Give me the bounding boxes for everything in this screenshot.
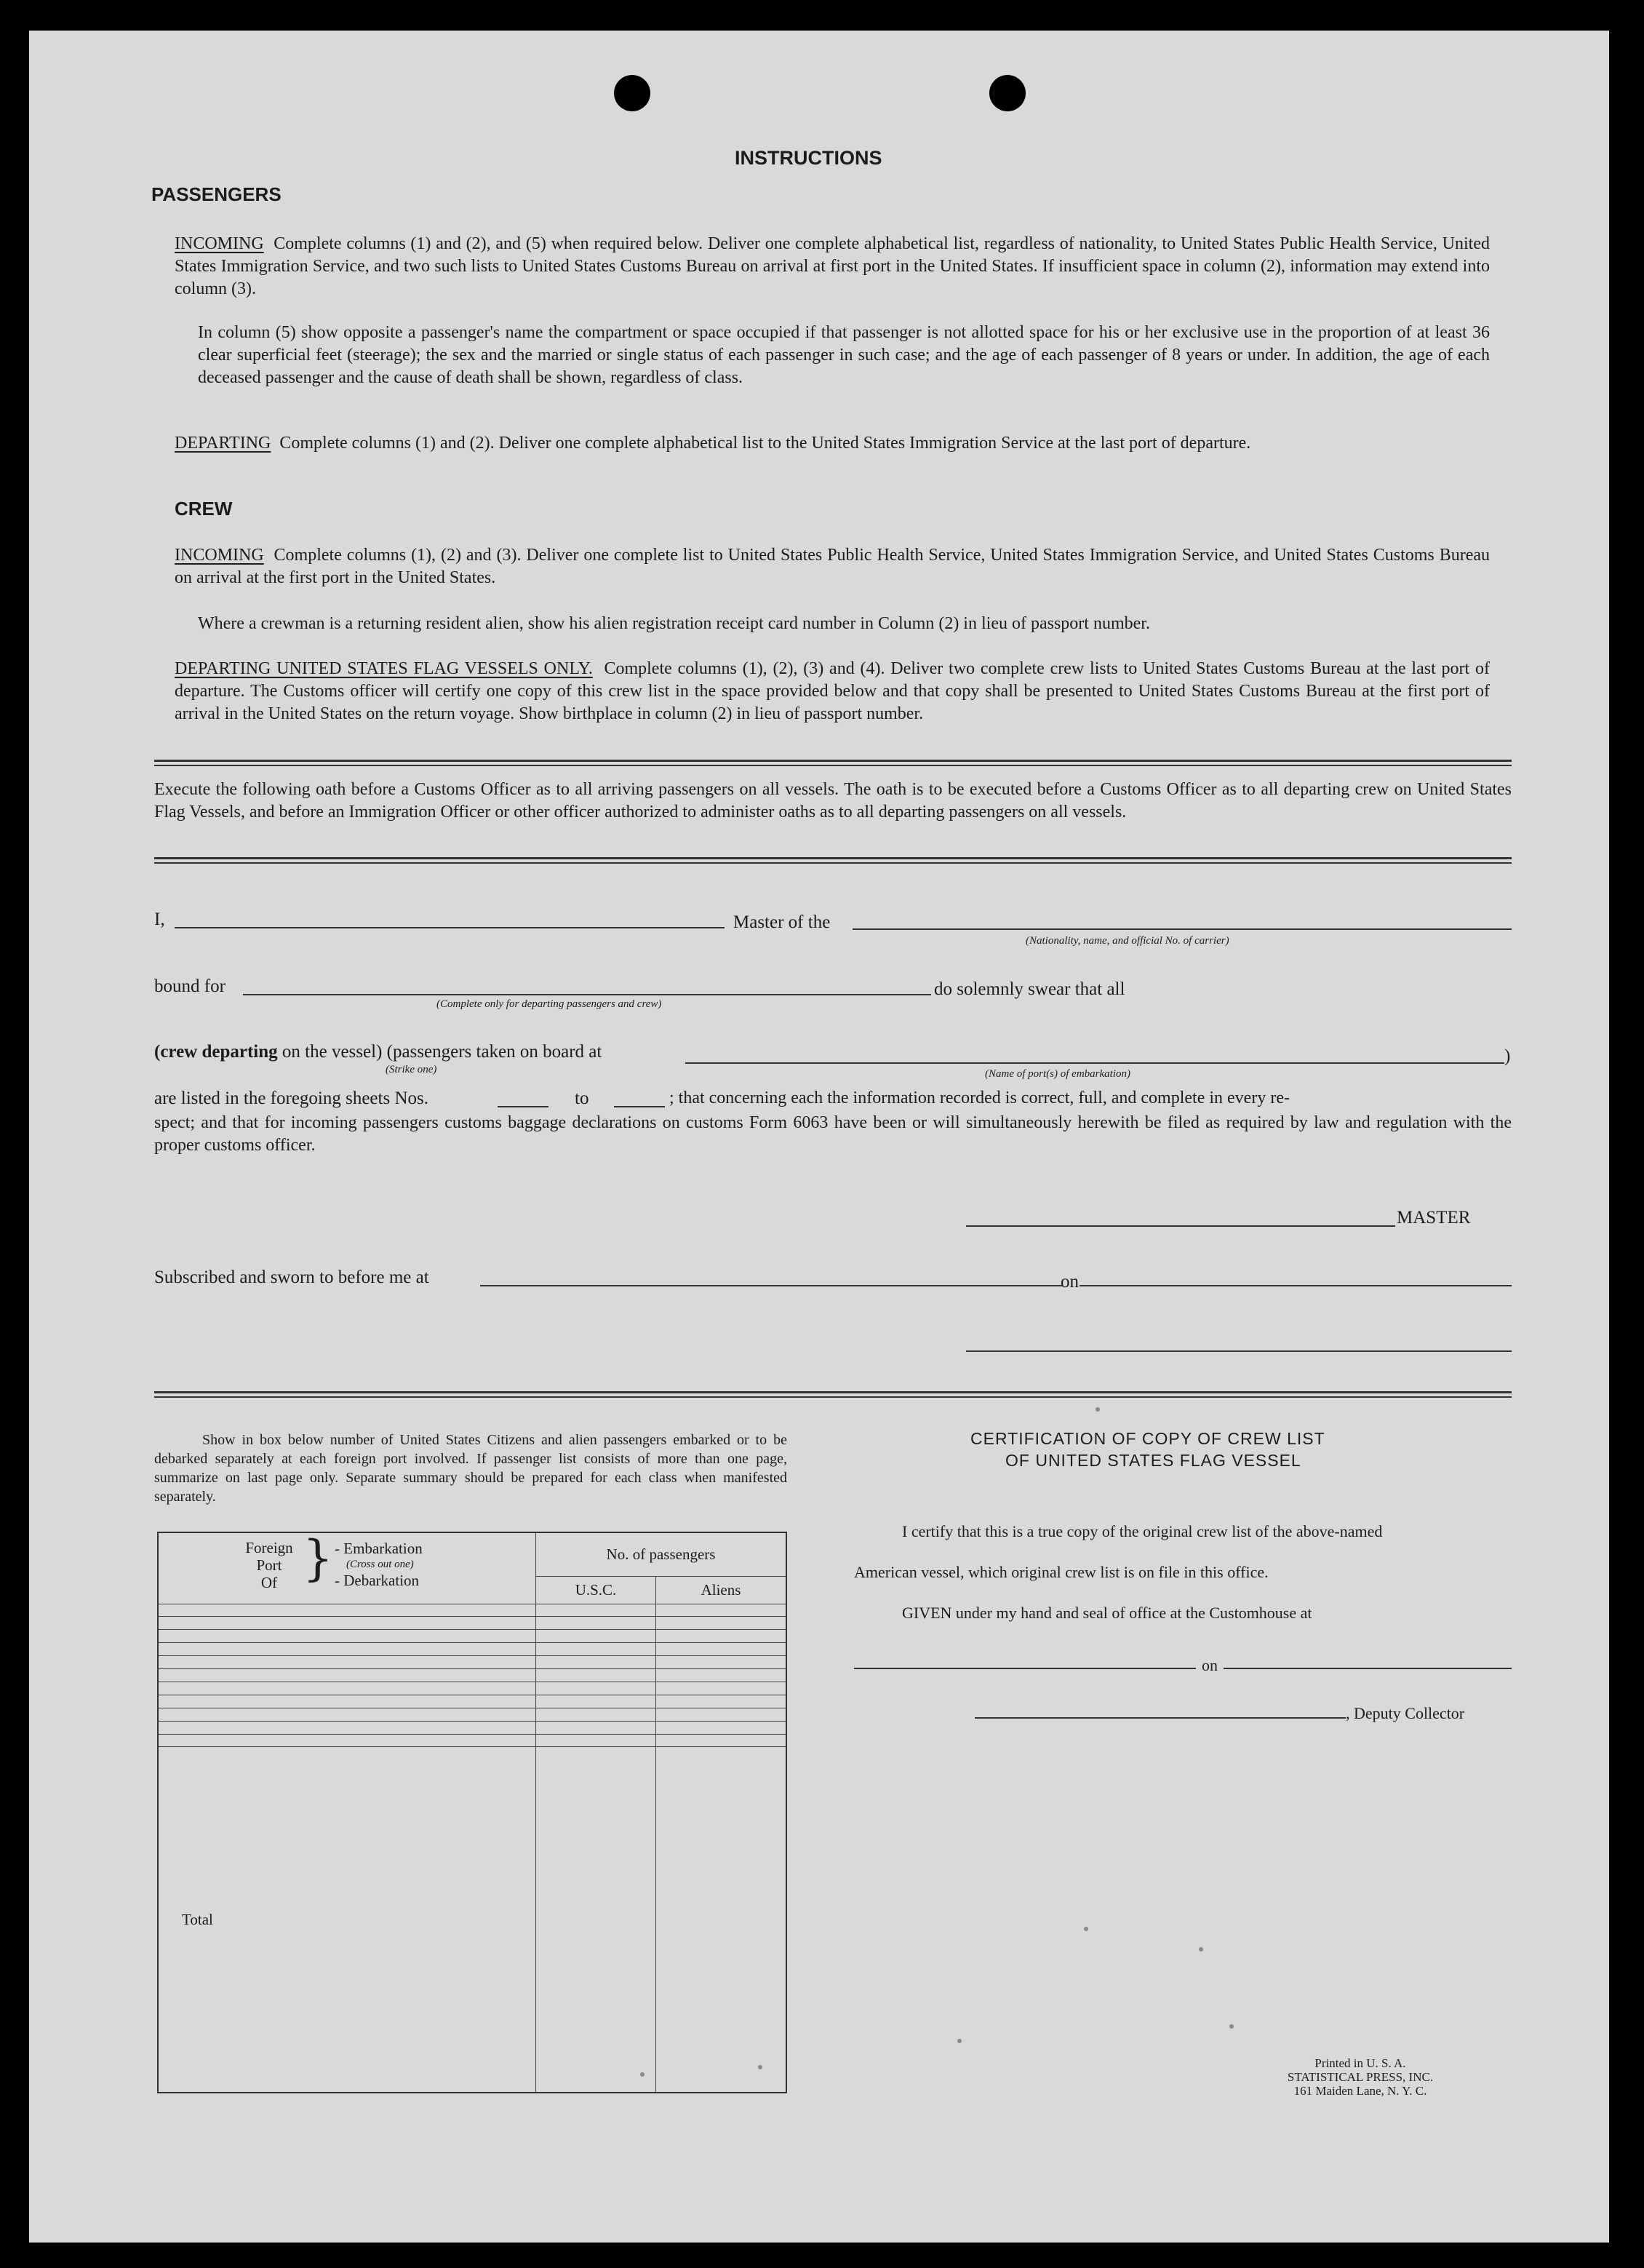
crew-incoming-text: Complete columns (1), (2) and (3). Deliver one complete list to United States Public Health Service, United States Immigration Service, and United States Customs Bureau on arrival at the first port in the United States. bbox=[175, 546, 1490, 587]
printed-in-line: Printed in U. S. A. bbox=[1314, 2056, 1406, 2070]
scan-speck bbox=[758, 2065, 762, 2069]
cert-on-label: on bbox=[1202, 1656, 1218, 1674]
sheets-statement-a: ; that concerning each the information recorded is correct, full, and complete in every re- bbox=[669, 1089, 1290, 1107]
divider-3 bbox=[154, 1391, 1512, 1398]
scan-speck bbox=[1096, 1407, 1100, 1412]
aliens-cell[interactable] bbox=[656, 1734, 787, 1747]
usc-cell[interactable] bbox=[536, 1734, 656, 1747]
crew-incoming-paragraph bbox=[175, 544, 1490, 589]
port-cell[interactable] bbox=[158, 1669, 536, 1682]
total-usc-cell[interactable] bbox=[536, 1747, 656, 2093]
cert-date-field[interactable] bbox=[1224, 1668, 1512, 1669]
master-signature-field[interactable] bbox=[966, 1225, 1395, 1227]
port-cell[interactable] bbox=[158, 1630, 536, 1643]
table-row[interactable] bbox=[158, 1721, 786, 1734]
subscribed-on-label: on bbox=[1061, 1272, 1079, 1292]
usc-cell[interactable] bbox=[536, 1708, 656, 1721]
on-vessel-text: on the vessel) bbox=[282, 1042, 383, 1062]
carrier-note: (Nationality, name, and official No. of carrier) bbox=[1026, 935, 1229, 947]
total-aliens-cell[interactable] bbox=[656, 1747, 787, 2093]
usc-header: U.S.C. bbox=[536, 1576, 656, 1604]
scan-speck bbox=[640, 2072, 645, 2077]
port-cell[interactable] bbox=[158, 1708, 536, 1721]
table-row[interactable] bbox=[158, 1708, 786, 1721]
summary-instructions: Show in box below number of United States Citizens and alien passengers embarked or to be debarked separately at each foreign port involved. If passenger list consists of more than one page, summarize on last page only. Separate summary should be prepared for each class when manifested separately. bbox=[154, 1432, 787, 1505]
embarkation-port-field[interactable] bbox=[685, 1062, 1504, 1064]
usc-cell[interactable] bbox=[536, 1643, 656, 1656]
passengers-departing-paragraph bbox=[175, 432, 1490, 455]
form-sheet bbox=[29, 31, 1609, 2243]
cert-title-2: OF UNITED STATES FLAG VESSEL bbox=[1005, 1451, 1301, 1470]
port-cell[interactable] bbox=[158, 1695, 536, 1708]
table-row[interactable] bbox=[158, 1604, 786, 1617]
cert-line-1: I certify that this is a true copy of the original crew list of the above-named bbox=[902, 1522, 1383, 1540]
table-row[interactable] bbox=[158, 1669, 786, 1682]
table-row[interactable] bbox=[158, 1643, 786, 1656]
embarkation-label: - Embarkation bbox=[335, 1540, 423, 1557]
aliens-cell[interactable] bbox=[656, 1669, 787, 1682]
strike-one-note: (Strike one) bbox=[386, 1064, 437, 1075]
crew-departing-label: DEPARTING UNITED STATES FLAG VESSELS ONLY. bbox=[175, 659, 593, 678]
table-row[interactable] bbox=[158, 1682, 786, 1695]
divider-2 bbox=[154, 857, 1512, 864]
aliens-cell[interactable] bbox=[656, 1617, 787, 1630]
close-paren: ) bbox=[1504, 1046, 1511, 1066]
cross-out-note: (Cross out one) bbox=[346, 1559, 414, 1570]
page-title: INSTRUCTIONS bbox=[735, 147, 882, 169]
crew-departing-text: Complete columns (1), (2), (3) and (4). Deliver two complete crew lists to United States Customs Bureau at the last port of departure. The Customs officer will certify one copy of this crew list in the space provided below and that copy shall be presented to United States Customs Bureau at the first port of arrival in the United States on the return voyage. Show birthplace in column (2) in lieu of passport number. bbox=[175, 659, 1490, 723]
printer-address-line: 161 Maiden Lane, N. Y. C. bbox=[1293, 2084, 1427, 2098]
cert-place-field[interactable] bbox=[854, 1668, 1196, 1669]
table-row[interactable] bbox=[158, 1695, 786, 1708]
total-label: Total bbox=[158, 1747, 536, 2093]
port-header-cell bbox=[158, 1532, 536, 1604]
aliens-cell[interactable] bbox=[656, 1656, 787, 1669]
master-label: MASTER bbox=[1397, 1208, 1471, 1227]
table-row[interactable] bbox=[158, 1617, 786, 1630]
officer-signature-field[interactable] bbox=[966, 1350, 1512, 1352]
port-cell[interactable] bbox=[158, 1721, 536, 1734]
passengers-departing-text: Complete columns (1) and (2). Deliver one complete alphabetical list to the United States Immigration Service at the last port of departure. bbox=[279, 434, 1251, 453]
passengers-departing-label: DEPARTING bbox=[175, 434, 271, 453]
table-row[interactable] bbox=[158, 1734, 786, 1747]
sheet-to-field[interactable] bbox=[614, 1106, 665, 1107]
punch-hole-left bbox=[614, 75, 650, 111]
usc-cell[interactable] bbox=[536, 1656, 656, 1669]
ports-note: (Name of port(s) of embarkation) bbox=[985, 1068, 1130, 1080]
total-row bbox=[158, 1747, 786, 2093]
aliens-cell[interactable] bbox=[656, 1695, 787, 1708]
carrier-field[interactable] bbox=[853, 928, 1512, 930]
passengers-incoming-label: INCOMING bbox=[175, 234, 264, 253]
passenger-summary-table bbox=[157, 1532, 787, 2093]
passengers-heading: PASSENGERS bbox=[151, 183, 282, 205]
aliens-header: Aliens bbox=[656, 1576, 787, 1604]
passengers-incoming-paragraph bbox=[175, 233, 1490, 301]
crew-departing-bold: (crew departing bbox=[154, 1042, 278, 1062]
cert-given: GIVEN under my hand and seal of office at the Customhouse at bbox=[902, 1604, 1312, 1622]
crew-departing-paragraph bbox=[175, 658, 1490, 725]
cert-line-2: American vessel, which original crew list is on file in this office. bbox=[854, 1563, 1269, 1581]
deputy-collector-label: , Deputy Collector bbox=[1346, 1704, 1465, 1722]
passengers-column5-paragraph: In column (5) show opposite a passenger's name the compartment or space occupied if that passenger is not allotted space for his or her exclusive use in the proportion of at least 36 clear superficial feet (steerage); the sex and the married or single status of each passenger in such case; and the age of each passenger of 8 years or under. In addition, the age of each deceased passenger and the cause of death shall be shown, regardless of class. bbox=[198, 323, 1490, 387]
subscribed-date-field[interactable] bbox=[1080, 1285, 1512, 1286]
passengers-incoming-text: Complete columns (1) and (2), and (5) when required below. Deliver one complete alphabetical list, regardless of nationality, to United States Public Health Service, United States Immigration Service, and two such lists to United States Customs Bureau on arrival at first port in the United States. If insufficient space in column (2), information may extend into column (3). bbox=[175, 234, 1490, 298]
usc-cell[interactable] bbox=[536, 1630, 656, 1643]
scan-speck bbox=[957, 2039, 962, 2043]
aliens-cell[interactable] bbox=[656, 1630, 787, 1643]
scan-speck bbox=[1084, 1927, 1088, 1931]
crew-incoming-label: INCOMING bbox=[175, 546, 264, 565]
usc-cell[interactable] bbox=[536, 1669, 656, 1682]
bound-for-note: (Complete only for departing passengers and crew) bbox=[436, 998, 662, 1010]
crew-resident-alien-paragraph: Where a crewman is a returning resident alien, show his alien registration receipt card number in Column (2) in lieu of passport number. bbox=[198, 614, 1150, 633]
foreign-label: Foreign bbox=[245, 1539, 293, 1556]
printer-imprint bbox=[1244, 2056, 1477, 2098]
table-row[interactable] bbox=[158, 1656, 786, 1669]
port-cell[interactable] bbox=[158, 1656, 536, 1669]
port-cell[interactable] bbox=[158, 1682, 536, 1695]
swear-label: do solemnly swear that all bbox=[934, 979, 1125, 999]
usc-cell[interactable] bbox=[536, 1617, 656, 1630]
table-row[interactable] bbox=[158, 1630, 786, 1643]
crew-departing-option bbox=[154, 1042, 602, 1062]
no-passengers-header: No. of passengers bbox=[536, 1532, 787, 1576]
printer-name-line: STATISTICAL PRESS, INC. bbox=[1287, 2070, 1434, 2084]
scan-speck bbox=[1199, 1947, 1203, 1951]
oath-i-label: I, bbox=[154, 910, 165, 929]
usc-cell[interactable] bbox=[536, 1604, 656, 1617]
oath-intro: Execute the following oath before a Customs Officer as to all arriving passengers on all vessels. The oath is to be executed before a Customs Officer as to all departing crew on United States Flag Vessels, and before an Immigration Officer or other officer authorized to administer oaths as to all departing passengers on all vessels. bbox=[154, 780, 1512, 821]
port-label: Port bbox=[256, 1556, 282, 1574]
master-of-label: Master of the bbox=[733, 912, 831, 932]
usc-cell[interactable] bbox=[536, 1695, 656, 1708]
aliens-cell[interactable] bbox=[656, 1604, 787, 1617]
deputy-signature-field[interactable] bbox=[975, 1717, 1346, 1719]
aliens-cell[interactable] bbox=[656, 1708, 787, 1721]
aliens-cell[interactable] bbox=[656, 1682, 787, 1695]
bound-for-field[interactable] bbox=[243, 994, 931, 995]
bound-for-label: bound for bbox=[154, 976, 226, 996]
debarkation-label: - Debarkation bbox=[335, 1572, 420, 1589]
usc-cell[interactable] bbox=[536, 1721, 656, 1734]
of-label: Of bbox=[260, 1574, 278, 1591]
port-cell[interactable] bbox=[158, 1734, 536, 1747]
usc-cell[interactable] bbox=[536, 1682, 656, 1695]
subscribed-place-field[interactable] bbox=[480, 1285, 1062, 1286]
port-cell[interactable] bbox=[158, 1617, 536, 1630]
sheet-from-field[interactable] bbox=[498, 1106, 548, 1107]
divider-1 bbox=[154, 760, 1512, 766]
brace-icon: } bbox=[303, 1530, 333, 1586]
port-cell[interactable] bbox=[158, 1643, 536, 1656]
crew-heading: CREW bbox=[175, 498, 233, 520]
passengers-taken-text: (passengers taken on board at bbox=[386, 1042, 602, 1062]
sheets-label: are listed in the foregoing sheets Nos. bbox=[154, 1089, 428, 1108]
punch-hole-right bbox=[989, 75, 1026, 111]
aliens-cell[interactable] bbox=[656, 1721, 787, 1734]
cert-title-1: CERTIFICATION OF COPY OF CREW LIST bbox=[970, 1429, 1325, 1448]
scan-speck bbox=[1229, 2024, 1234, 2029]
port-cell[interactable] bbox=[158, 1604, 536, 1617]
master-name-field[interactable] bbox=[175, 927, 725, 928]
sheets-statement-b: spect; and that for incoming passengers customs baggage declarations on customs Form 6063 have been or will simultaneously herewith be filed as required by law and regulation with the proper customs officer. bbox=[154, 1113, 1512, 1155]
subscribed-label: Subscribed and sworn to before me at bbox=[154, 1268, 429, 1287]
aliens-cell[interactable] bbox=[656, 1643, 787, 1656]
sheets-to-label: to bbox=[575, 1089, 589, 1108]
